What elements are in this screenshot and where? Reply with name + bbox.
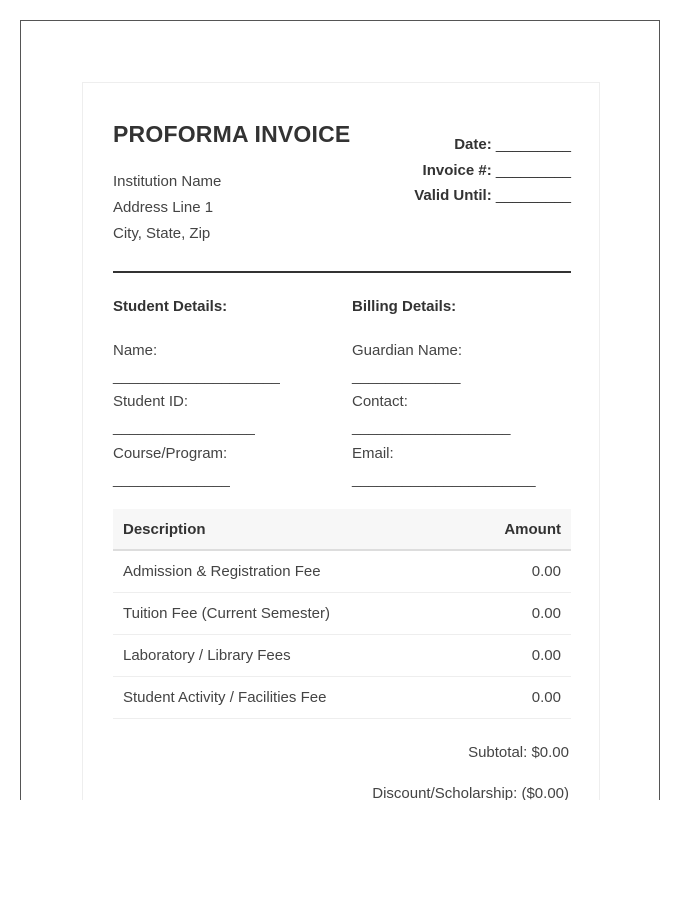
table-row (113, 593, 571, 635)
row-description: Laboratory / Library Fees (113, 635, 455, 677)
institution-info (113, 169, 221, 247)
billing-details-body (352, 338, 567, 492)
document-page (20, 20, 660, 800)
student-id-blank: _________________ (113, 419, 255, 437)
guardian-name-label: Guardian Name: (352, 342, 463, 359)
table-row (113, 635, 571, 677)
student-details (113, 296, 328, 492)
student-details-heading: Student Details: (113, 298, 228, 315)
subtotal: Subtotal: $0.00 (468, 744, 569, 761)
row-amount: 0.00 (455, 677, 571, 719)
details-section (113, 272, 571, 508)
valid-until-label: Valid Until: (414, 187, 492, 204)
invoice-meta (414, 132, 571, 209)
table-header-row (113, 509, 571, 550)
table-row (113, 550, 571, 593)
guardian-name-blank: _____________ (352, 367, 461, 385)
course-blank: ______________ (113, 470, 230, 488)
row-amount: 0.00 (455, 550, 571, 593)
row-description: Tuition Fee (Current Semester) (113, 593, 455, 635)
billing-details (352, 296, 567, 492)
valid-until-row (414, 183, 571, 209)
invoice-header (113, 113, 571, 272)
student-details-body (113, 338, 328, 492)
invoice-card (82, 82, 600, 800)
fee-table (113, 509, 571, 719)
row-description: Student Activity / Facilities Fee (113, 677, 455, 719)
invoice-number-row (414, 158, 571, 184)
row-amount: 0.00 (455, 593, 571, 635)
amount-header: Amount (455, 509, 571, 550)
table-row (113, 677, 571, 719)
invoice-number-label: Invoice #: (422, 161, 492, 179)
contact-line: Contact: ___________________ (352, 393, 511, 437)
email-line: Email: ______________________ (352, 444, 536, 488)
date-label: Date: (454, 136, 492, 153)
date-row (414, 132, 571, 158)
totals-section (372, 743, 569, 800)
student-name-line: Name: ____________________ (113, 342, 280, 385)
valid-until-blank: _________ (495, 187, 571, 204)
date-blank: _________ (495, 136, 571, 153)
institution-address: Address Line 1 (113, 199, 214, 216)
row-description: Admission & Registration Fee (113, 550, 455, 593)
invoice-content (113, 113, 571, 508)
invoice-title: PROFORMA INVOICE (113, 121, 351, 147)
institution-city-state-zip: City, State, Zip (113, 225, 211, 242)
student-id-label: Student ID: (113, 393, 189, 411)
description-header: Description (113, 509, 455, 550)
discount-scholarship: Discount/Scholarship: ($0.00) (372, 785, 569, 800)
course-label: Course/Program: (113, 444, 228, 462)
invoice-number-blank: _________ (495, 161, 571, 179)
billing-details-heading: Billing Details: (352, 298, 457, 315)
row-amount: 0.00 (455, 635, 571, 677)
institution-name: Institution Name (113, 173, 222, 190)
